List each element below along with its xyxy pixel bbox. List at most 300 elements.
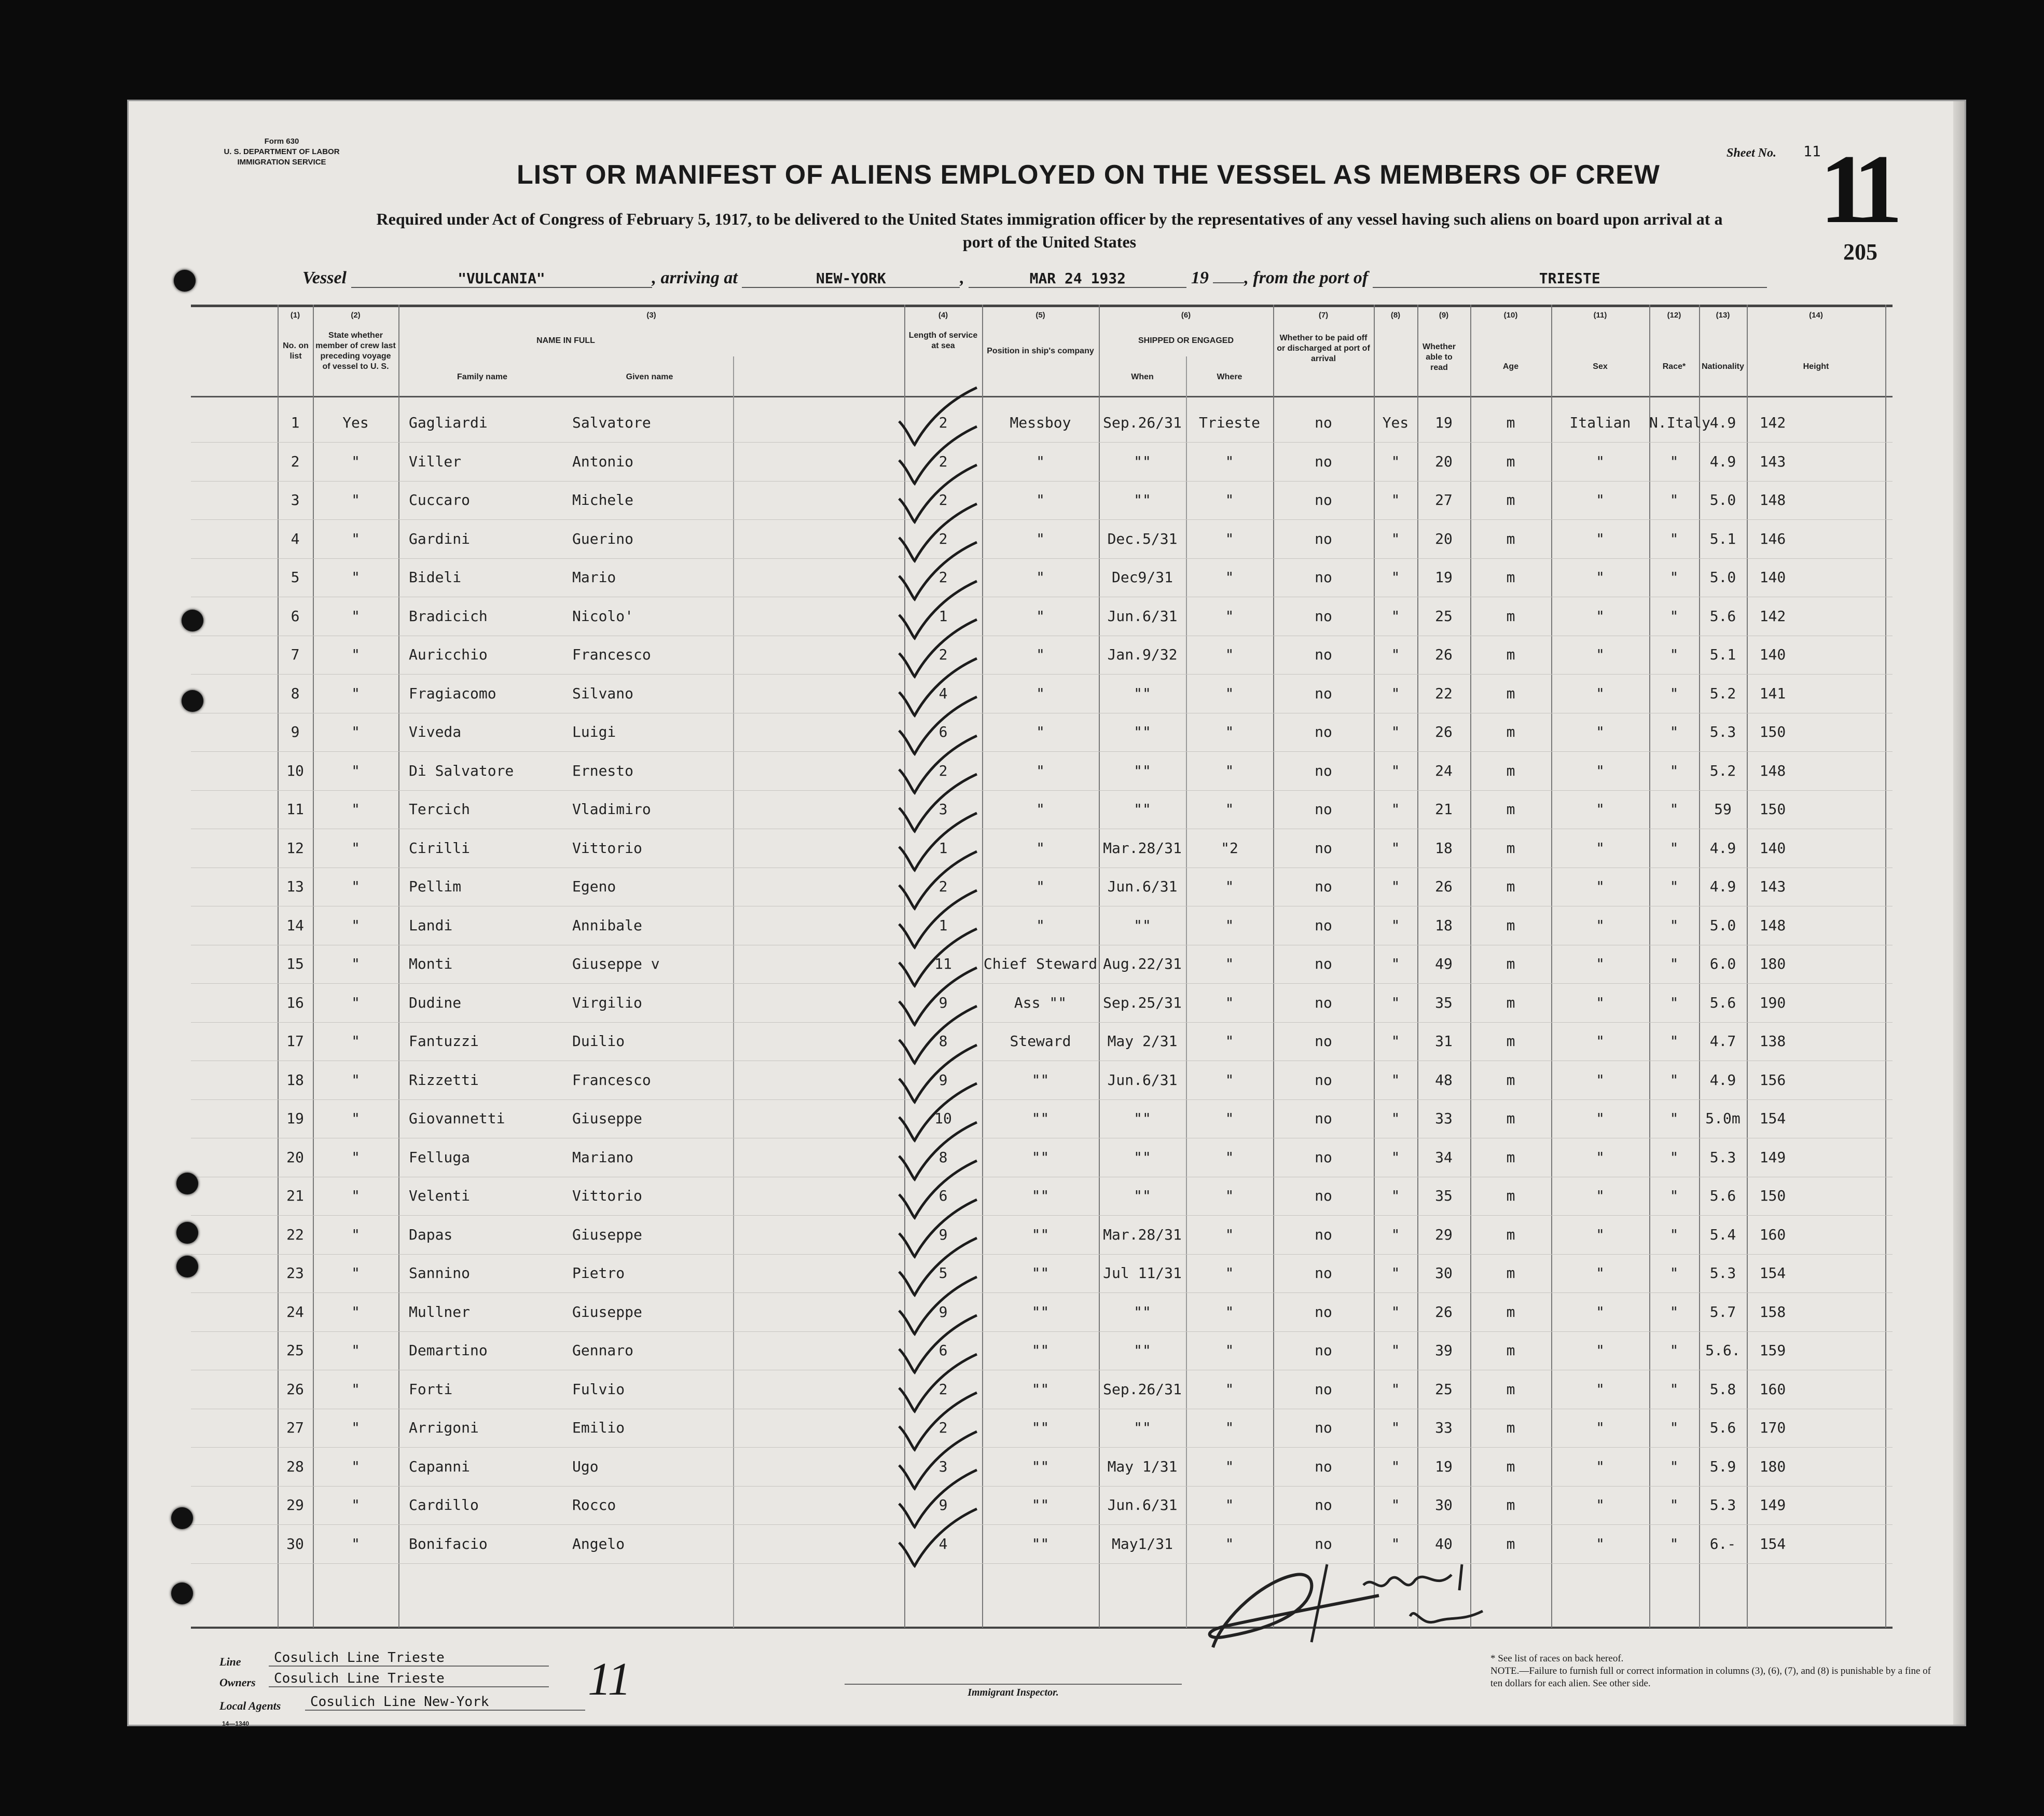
- sex: m: [1506, 916, 1515, 934]
- engaged-where: ": [1225, 1033, 1234, 1050]
- col-number: (14): [1809, 311, 1823, 320]
- height: 5.3: [1709, 1496, 1736, 1514]
- weight: 159: [1759, 1342, 1786, 1359]
- row-number: 18: [286, 1071, 304, 1089]
- family-name: Gagliardi: [409, 414, 488, 431]
- vessel-line: Vessel "VULCANIA" , arriving at NEW-YORK , MAR 24 1932 19 , from the port of TRIESTE: [302, 268, 1767, 288]
- given-name: Fulvio: [572, 1380, 625, 1398]
- length-of-service: 2: [938, 762, 948, 779]
- paid-off: no: [1315, 452, 1332, 470]
- sex: m: [1506, 1226, 1515, 1243]
- punch-hole: [182, 690, 203, 712]
- engaged-when: "": [1134, 916, 1151, 934]
- table-row: [191, 1102, 1893, 1139]
- family-name: Cuccaro: [409, 491, 471, 508]
- col-number: (8): [1390, 311, 1401, 320]
- row-number: 12: [286, 839, 304, 857]
- row-number: 22: [286, 1226, 304, 1243]
- row-rule: [191, 1486, 1893, 1487]
- engaged-when: "": [1134, 491, 1151, 508]
- ship-position: ": [1036, 452, 1045, 470]
- sex: m: [1506, 1071, 1515, 1089]
- given-name: Michele: [572, 491, 634, 508]
- col-number: (2): [351, 311, 361, 320]
- ship-position: "": [1031, 1071, 1049, 1089]
- engaged-when: May 1/31: [1107, 1457, 1178, 1475]
- paid-off: no: [1315, 1380, 1332, 1398]
- length-of-service: 4: [938, 1535, 948, 1552]
- ship-position: ": [1036, 801, 1045, 818]
- family-name: Velenti: [409, 1187, 471, 1204]
- row-number: 15: [286, 955, 304, 972]
- age: 39: [1435, 1342, 1453, 1359]
- weight: 170: [1759, 1419, 1786, 1436]
- punch-hole: [176, 1256, 198, 1277]
- ship-position: Chief Steward: [983, 955, 1098, 972]
- vessel-name: "VULCANIA": [351, 270, 652, 288]
- sex: m: [1506, 1535, 1515, 1552]
- paid-off: no: [1315, 530, 1332, 547]
- family-name: Fantuzzi: [409, 1033, 479, 1050]
- family-name: Giovannetti: [409, 1110, 505, 1127]
- given-name: Guerino: [572, 530, 634, 547]
- race: ": [1596, 1187, 1605, 1204]
- row-number: 9: [291, 723, 300, 740]
- header-name-in-full: NAME IN FULL: [536, 336, 595, 345]
- family-name: Fragiacomo: [409, 684, 496, 702]
- header-crew-last-voyage: State whether member of crew last preceding voyage of vessel to U. S.: [315, 331, 396, 371]
- engaged-where: ": [1225, 723, 1234, 740]
- engaged-where: Trieste: [1198, 414, 1260, 431]
- sex: m: [1506, 1148, 1515, 1166]
- row-number: 25: [286, 1342, 304, 1359]
- ship-position: ": [1036, 646, 1045, 663]
- age: 21: [1435, 801, 1453, 818]
- table-row: [191, 792, 1893, 830]
- given-name: Luigi: [572, 723, 616, 740]
- row-rule: [191, 1254, 1893, 1255]
- nationality: ": [1669, 1496, 1679, 1514]
- table-row: [191, 1333, 1893, 1371]
- sex: m: [1506, 607, 1515, 625]
- ship-position: ": [1036, 839, 1045, 857]
- row-number: 5: [291, 569, 300, 586]
- row-number: 19: [286, 1110, 304, 1127]
- paid-off: no: [1315, 916, 1332, 934]
- row-number: 14: [286, 916, 304, 934]
- age: 18: [1435, 839, 1453, 857]
- race: ": [1596, 1419, 1605, 1436]
- family-name: Sannino: [409, 1264, 471, 1282]
- given-name: Egeno: [572, 878, 616, 895]
- height: 4.9: [1709, 878, 1736, 895]
- weight: 160: [1759, 1226, 1786, 1243]
- col-number: (6): [1181, 311, 1191, 320]
- height: 6.-: [1709, 1535, 1736, 1552]
- line-label: Line: [219, 1655, 241, 1668]
- ship-position: ": [1036, 491, 1045, 508]
- engaged-where: ": [1225, 994, 1234, 1011]
- engaged-when: May 2/31: [1107, 1033, 1178, 1050]
- weight: 148: [1759, 491, 1786, 508]
- engaged-when: Jun.6/31: [1107, 1071, 1178, 1089]
- ship-position: ": [1036, 569, 1045, 586]
- family-name: Dudine: [409, 994, 462, 1011]
- height: 5.6.: [1705, 1342, 1741, 1359]
- table-row: [191, 1450, 1893, 1487]
- row-rule: [191, 983, 1893, 984]
- row-number: 6: [291, 607, 300, 625]
- length-of-service: 2: [938, 878, 948, 895]
- engaged-where: ": [1225, 530, 1234, 547]
- weight: 180: [1759, 1457, 1786, 1475]
- table-row: [191, 1411, 1893, 1448]
- length-of-service: 8: [938, 1033, 948, 1050]
- table-row: [191, 715, 1893, 752]
- age: 24: [1435, 762, 1453, 779]
- col-number: (4): [938, 311, 948, 320]
- header-given-name: Given name: [626, 373, 673, 381]
- race: ": [1596, 1342, 1605, 1359]
- sex: m: [1506, 530, 1515, 547]
- previous-voyage: ": [351, 1496, 360, 1514]
- ship-position: "": [1031, 1110, 1049, 1127]
- family-name: Mullner: [409, 1303, 471, 1320]
- row-rule: [191, 442, 1893, 443]
- weight: 142: [1759, 414, 1786, 431]
- age: 30: [1435, 1264, 1453, 1282]
- given-name: Virgilio: [572, 994, 642, 1011]
- col-number: (3): [646, 311, 656, 320]
- nationality: ": [1669, 530, 1679, 547]
- weight: 149: [1759, 1148, 1786, 1166]
- row-number: 2: [291, 452, 300, 470]
- engaged-where: ": [1225, 1110, 1234, 1127]
- given-name: Ernesto: [572, 762, 634, 779]
- punch-hole: [176, 1222, 198, 1244]
- table-row: [191, 522, 1893, 559]
- race: ": [1596, 1496, 1605, 1514]
- sex: m: [1506, 994, 1515, 1011]
- engaged-when: "": [1134, 452, 1151, 470]
- sex: m: [1506, 414, 1515, 431]
- engaged-when: Sep.26/31: [1103, 414, 1182, 431]
- age: 40: [1435, 1535, 1453, 1552]
- previous-voyage: ": [351, 1535, 360, 1552]
- paid-off: no: [1315, 607, 1332, 625]
- given-name: Salvatore: [572, 414, 651, 431]
- col-number: (13): [1716, 311, 1730, 320]
- age: 48: [1435, 1071, 1453, 1089]
- paid-off: no: [1315, 955, 1332, 972]
- col-number: (5): [1035, 311, 1045, 320]
- sex: m: [1506, 723, 1515, 740]
- table-row: [191, 1179, 1893, 1216]
- immigrant-inspector-label: Immigrant Inspector.: [845, 1684, 1182, 1699]
- race: ": [1596, 801, 1605, 818]
- engaged-where: ": [1225, 1071, 1234, 1089]
- nationality: ": [1669, 801, 1679, 818]
- ship-position: ": [1036, 762, 1045, 779]
- age: 35: [1435, 994, 1453, 1011]
- age: 27: [1435, 491, 1453, 508]
- age: 34: [1435, 1148, 1453, 1166]
- age: 18: [1435, 916, 1453, 934]
- race: ": [1596, 723, 1605, 740]
- arriving-label: arriving at: [660, 268, 738, 287]
- able-to-read: ": [1391, 607, 1400, 625]
- age: 20: [1435, 452, 1453, 470]
- header-able-to-read: Whether able to read: [1422, 342, 1456, 372]
- paid-off: no: [1315, 1226, 1332, 1243]
- header-race: Race*: [1662, 362, 1686, 371]
- handwritten-mark: 11: [588, 1654, 631, 1705]
- able-to-read: ": [1391, 1264, 1400, 1282]
- length-of-service: 9: [938, 994, 948, 1011]
- height: 4.7: [1709, 1033, 1736, 1050]
- sex: m: [1506, 1264, 1515, 1282]
- header-age: Age: [1502, 362, 1519, 371]
- race: ": [1596, 1071, 1605, 1089]
- arrival-date-stamp: MAR 24 1932: [969, 270, 1186, 288]
- height: 5.3: [1709, 1264, 1736, 1282]
- ship-position: ": [1036, 723, 1045, 740]
- ship-position: "": [1031, 1303, 1049, 1320]
- height: 5.7: [1709, 1303, 1736, 1320]
- family-name: Pellim: [409, 878, 462, 895]
- race: ": [1596, 762, 1605, 779]
- row-rule: [191, 1524, 1893, 1525]
- paid-off: no: [1315, 684, 1332, 702]
- engaged-when: Jun.6/31: [1107, 878, 1178, 895]
- given-name: Silvano: [572, 684, 634, 702]
- engaged-where: ": [1225, 1264, 1234, 1282]
- ship-position: "": [1031, 1342, 1049, 1359]
- ship-position: "": [1031, 1226, 1049, 1243]
- punch-hole: [182, 610, 203, 631]
- ship-position: ": [1036, 878, 1045, 895]
- sex: m: [1506, 878, 1515, 895]
- length-of-service: 2: [938, 414, 948, 431]
- table-row: [191, 560, 1893, 598]
- nationality: ": [1669, 1342, 1679, 1359]
- height: 5.6: [1709, 607, 1736, 625]
- table-row: [191, 1527, 1893, 1564]
- nationality: ": [1669, 1380, 1679, 1398]
- engaged-where: ": [1225, 684, 1234, 702]
- family-name: Forti: [409, 1380, 453, 1398]
- family-name: Tercich: [409, 801, 471, 818]
- ship-position: ": [1036, 684, 1045, 702]
- sheet-edge: [1953, 101, 1965, 1725]
- weight: 143: [1759, 878, 1786, 895]
- paid-off: no: [1315, 646, 1332, 663]
- table-row: [191, 1140, 1893, 1178]
- length-of-service: 9: [938, 1496, 948, 1514]
- row-number: 11: [286, 801, 304, 818]
- line-value: Cosulich Line Trieste: [269, 1650, 549, 1667]
- able-to-read: ": [1391, 452, 1400, 470]
- paid-off: no: [1315, 1148, 1332, 1166]
- departure-port: TRIESTE: [1373, 270, 1767, 288]
- previous-voyage: ": [351, 452, 360, 470]
- paid-off: no: [1315, 1264, 1332, 1282]
- ship-position: "": [1031, 1264, 1049, 1282]
- paid-off: no: [1315, 762, 1332, 779]
- sex: m: [1506, 955, 1515, 972]
- family-name: Landi: [409, 916, 453, 934]
- paid-off: no: [1315, 839, 1332, 857]
- ship-position: "": [1031, 1535, 1049, 1552]
- nationality: ": [1669, 1535, 1679, 1552]
- note-penalty: NOTE.—Failure to furnish full or correct information in columns (3), (6), (7), and (8) is punishable by a fine of ten dollars for each alien. See other side.: [1490, 1666, 1931, 1689]
- engaged-when: "": [1134, 762, 1151, 779]
- able-to-read: ": [1391, 1033, 1400, 1050]
- nationality: ": [1669, 1303, 1679, 1320]
- sheet-number-label: Sheet No.: [1727, 146, 1776, 160]
- sheet-number-value: 11: [1803, 143, 1821, 160]
- row-rule: [191, 1215, 1893, 1216]
- height: 5.6: [1709, 1187, 1736, 1204]
- sex: m: [1506, 1457, 1515, 1475]
- given-name: Angelo: [572, 1535, 625, 1552]
- engaged-where: ": [1225, 1419, 1234, 1436]
- height: 5.1: [1709, 530, 1736, 547]
- weight: 146: [1759, 530, 1786, 547]
- previous-voyage: ": [351, 1226, 360, 1243]
- weight: 140: [1759, 839, 1786, 857]
- nationality: ": [1669, 1226, 1679, 1243]
- engaged-where: ": [1225, 878, 1234, 895]
- paid-off: no: [1315, 723, 1332, 740]
- able-to-read: ": [1391, 1457, 1400, 1475]
- previous-voyage: ": [351, 916, 360, 934]
- previous-voyage: ": [351, 1419, 360, 1436]
- previous-voyage: ": [351, 684, 360, 702]
- table-header-rule: [191, 396, 1893, 397]
- height: 5.3: [1709, 723, 1736, 740]
- sex: m: [1506, 801, 1515, 818]
- table-row: [191, 1488, 1893, 1525]
- height: 5.4: [1709, 1226, 1736, 1243]
- engaged-where: ": [1225, 801, 1234, 818]
- weight: 142: [1759, 607, 1786, 625]
- paid-off: no: [1315, 1496, 1332, 1514]
- able-to-read: ": [1391, 491, 1400, 508]
- given-name: Giuseppe: [572, 1303, 642, 1320]
- sex: m: [1506, 1303, 1515, 1320]
- length-of-service: 3: [938, 801, 948, 818]
- row-number: 20: [286, 1148, 304, 1166]
- engaged-where: ": [1225, 1380, 1234, 1398]
- local-agents-label: Local Agents: [219, 1699, 281, 1712]
- header-when: When: [1131, 373, 1154, 381]
- weight: 140: [1759, 646, 1786, 663]
- row-rule: [191, 1563, 1893, 1564]
- weight: 158: [1759, 1303, 1786, 1320]
- given-name: Pietro: [572, 1264, 625, 1282]
- height: 5.3: [1709, 1148, 1736, 1166]
- able-to-read: ": [1391, 878, 1400, 895]
- nationality: ": [1669, 723, 1679, 740]
- able-to-read: ": [1391, 569, 1400, 586]
- paid-off: no: [1315, 1110, 1332, 1127]
- row-number: 21: [286, 1187, 304, 1204]
- engaged-where: "2: [1221, 839, 1238, 857]
- height: 5.2: [1709, 762, 1736, 779]
- given-name: Vittorio: [572, 1187, 642, 1204]
- race: ": [1596, 607, 1605, 625]
- punch-hole: [171, 1583, 193, 1604]
- ship-position: Messboy: [1010, 414, 1071, 431]
- paid-off: no: [1315, 1033, 1332, 1050]
- table-bottom-rule: [191, 1627, 1893, 1629]
- ship-position: "": [1031, 1148, 1049, 1166]
- note-races: * See list of races on back hereof.: [1490, 1653, 1624, 1664]
- sex: m: [1506, 1419, 1515, 1436]
- length-of-service: 6: [938, 1342, 948, 1359]
- paid-off: no: [1315, 801, 1332, 818]
- nationality: ": [1669, 878, 1679, 895]
- given-name: Giuseppe v: [572, 955, 660, 972]
- weight: 141: [1759, 684, 1786, 702]
- able-to-read: ": [1391, 994, 1400, 1011]
- vessel-label: Vessel: [302, 268, 347, 287]
- height: 5.0m: [1705, 1110, 1741, 1127]
- header-family-name: Family name: [457, 373, 507, 381]
- race: ": [1596, 569, 1605, 586]
- able-to-read: ": [1391, 839, 1400, 857]
- age: 25: [1435, 1380, 1453, 1398]
- engaged-where: ": [1225, 1148, 1234, 1166]
- age: 31: [1435, 1033, 1453, 1050]
- height: 5.0: [1709, 491, 1736, 508]
- age: 20: [1435, 530, 1453, 547]
- ship-position: Ass "": [1014, 994, 1067, 1011]
- able-to-read: ": [1391, 762, 1400, 779]
- header-shipped-or-engaged: SHIPPED OR ENGAGED: [1138, 336, 1234, 345]
- engaged-when: Mar.28/31: [1103, 839, 1182, 857]
- able-to-read: ": [1391, 684, 1400, 702]
- weight: 148: [1759, 762, 1786, 779]
- weight: 154: [1759, 1110, 1786, 1127]
- race: ": [1596, 1033, 1605, 1050]
- sex: m: [1506, 1187, 1515, 1204]
- nationality: ": [1669, 1419, 1679, 1436]
- length-of-service: 11: [934, 955, 952, 972]
- col-number: (10): [1503, 311, 1518, 320]
- height: 5.6: [1709, 1419, 1736, 1436]
- race: Italian: [1569, 414, 1631, 431]
- weight: 150: [1759, 723, 1786, 740]
- engaged-when: Sep.26/31: [1103, 1380, 1182, 1398]
- row-rule: [191, 1331, 1893, 1332]
- header-length-of-service: Length of service at sea: [908, 331, 978, 350]
- engaged-when: Jul 11/31: [1103, 1264, 1182, 1282]
- header-sex: Sex: [1593, 362, 1608, 371]
- engaged-where: ": [1225, 452, 1234, 470]
- header-nationality: Nationality: [1702, 362, 1744, 371]
- able-to-read: ": [1391, 1226, 1400, 1243]
- nationality: ": [1669, 1148, 1679, 1166]
- ship-position: "": [1031, 1380, 1049, 1398]
- family-name: Viller: [409, 452, 462, 470]
- length-of-service: 3: [938, 1457, 948, 1475]
- weight: 150: [1759, 801, 1786, 818]
- weight: 154: [1759, 1264, 1786, 1282]
- row-rule: [191, 1292, 1893, 1293]
- length-of-service: 10: [934, 1110, 952, 1127]
